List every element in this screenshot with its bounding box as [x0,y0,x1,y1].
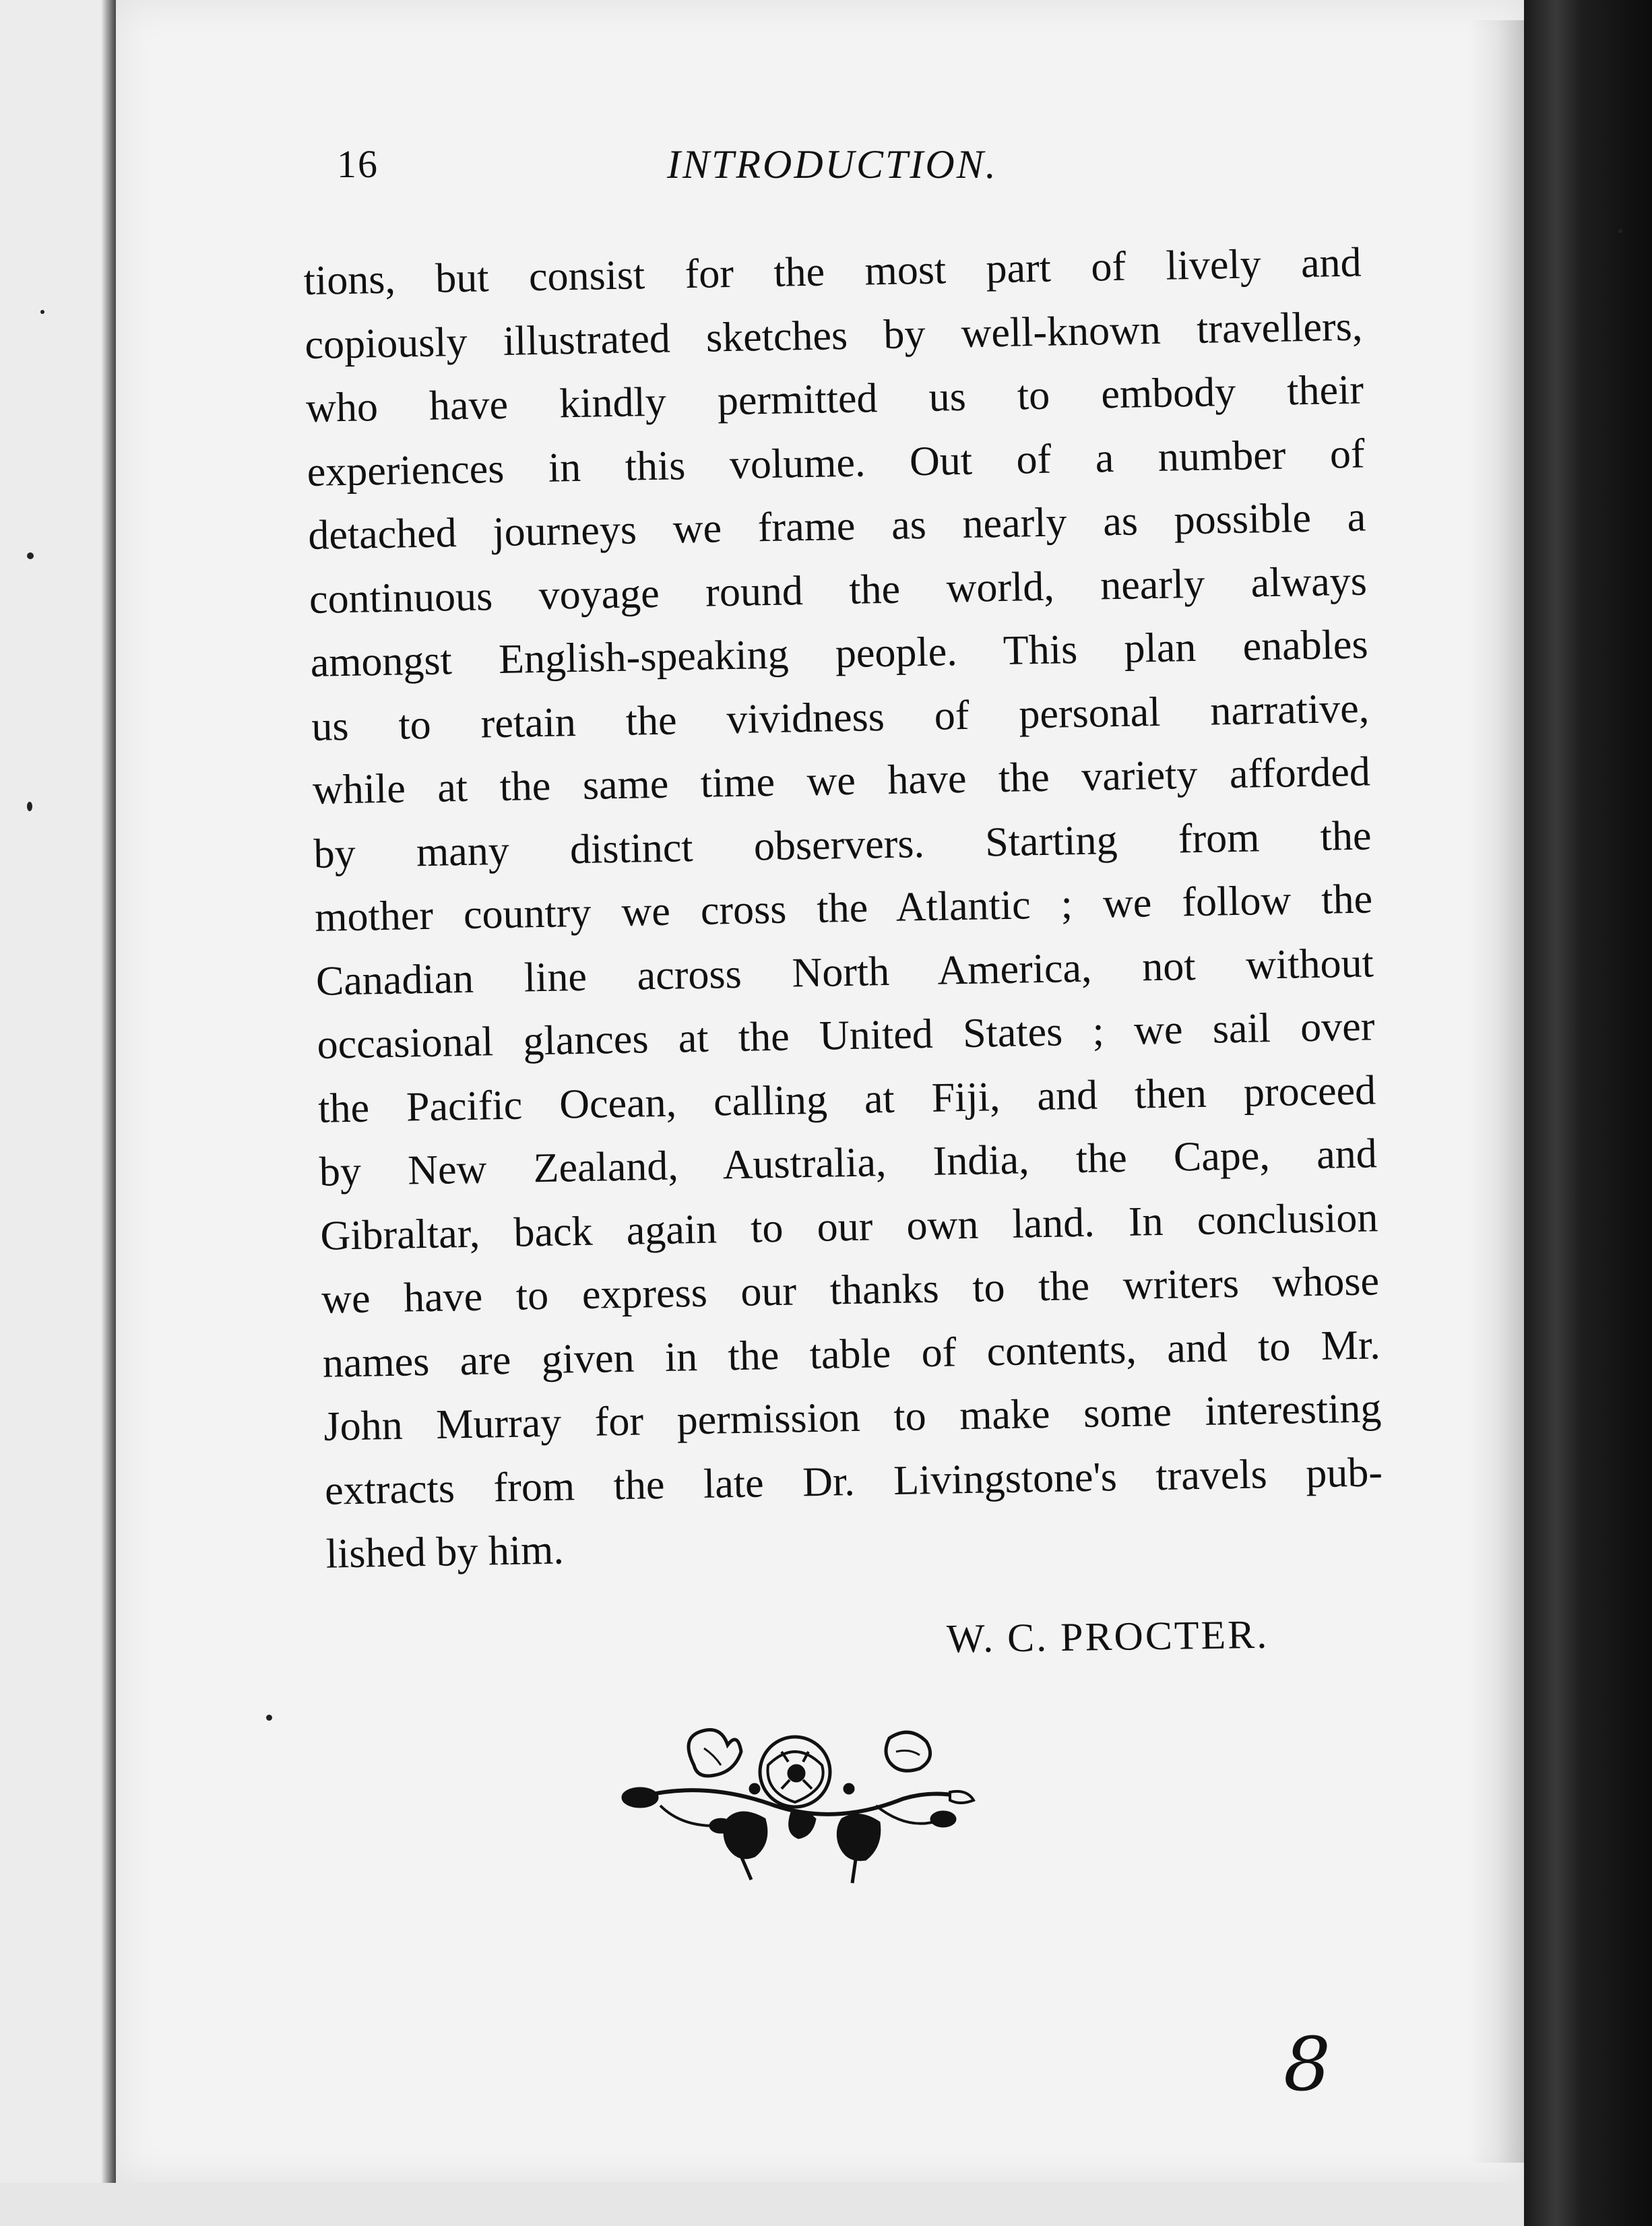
text-line: continuous voyage round the world, nearly always [309,558,1368,623]
author-signature: W. C. PROCTER. [946,1612,1269,1661]
running-head-title: INTRODUCTION. [667,142,998,187]
text-line: who have kindly permitted us to embody their [305,367,1364,431]
text-line: amongst English-speaking people. This plan enables [310,621,1369,686]
handwritten-folio-number: 8 [1283,2021,1331,2107]
scan-speck [40,310,44,314]
text-line: tions, but consist for the most part of lively and [303,239,1362,304]
text-line: the Pacific Ocean, calling at Fiji, and then proceed [317,1067,1376,1132]
text-line: copiously illustrated sketches by well-known travellers, [304,303,1363,368]
text-line: by many distinct observers. Starting from the [313,812,1372,877]
text-line: experiences in this volume. Out of a number of [307,431,1366,495]
left-margin-strip [0,0,116,2226]
text-line: extracts from the late Dr. Livingstone's travels pub- [324,1449,1383,1514]
book-spine [1524,0,1652,2226]
text-line: names are given in the table of contents, and to Mr. [322,1321,1381,1387]
scan-speck [1618,229,1622,233]
scan-speck [27,552,34,559]
text-line: detached journeys we frame as nearly as possible a [307,494,1366,559]
gutter-shadow [1469,20,1528,2163]
text-line: while at the same time we have the variety afforded [312,749,1371,813]
text-line: John Murray for permission to make some interesting [323,1385,1382,1450]
text-line: Canadian line across North America, not without [315,939,1374,1005]
text-line: us to retain the vividness of personal narrative, [311,685,1370,750]
scan-speck [266,1715,272,1721]
text-line: occasional glances at the United States ; we sail over [317,1003,1375,1068]
bottom-margin-strip [0,2183,1524,2226]
text-line: we have to express our thanks to the writers whose [321,1258,1380,1323]
text-line: Gibraltar, back again to our own land. In conclusion [319,1194,1378,1259]
page-number: 16 [337,142,379,186]
scan-speck [27,802,32,811]
text-line: by New Zealand, Australia, India, the Cape, and [319,1131,1378,1195]
text-line: mother country we cross the Atlantic ; we follow the [314,876,1373,941]
body-paragraph [303,231,1384,1587]
running-head [337,141,1374,195]
floral-ornament-icon [620,1725,977,1893]
text-line-last: lished by him. [325,1527,565,1577]
